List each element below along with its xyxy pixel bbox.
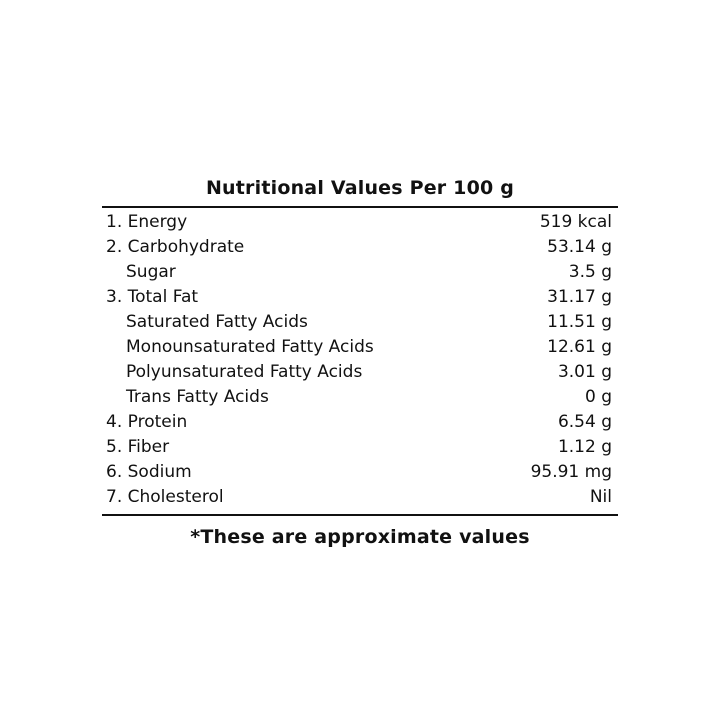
nutrient-value: 11.51 g <box>547 312 612 332</box>
nutrient-row-carbohydrate <box>102 235 618 260</box>
nutrient-name: Saturated Fatty Acids <box>126 312 308 332</box>
nutrient-row-sugar <box>102 260 618 285</box>
nutrient-name: 2. Carbohydrate <box>106 237 245 257</box>
bottom-divider <box>102 514 618 516</box>
nutrition-panel <box>102 170 618 548</box>
nutrient-value: 0 g <box>584 387 612 407</box>
nutrient-name: 1. Energy <box>106 212 188 232</box>
nutrient-name: Trans Fatty Acids <box>126 387 269 407</box>
nutrient-value: 12.61 g <box>547 337 612 357</box>
nutrient-row-saturated-fatty-acids <box>102 310 618 335</box>
nutrient-name: 7. Cholesterol <box>106 487 224 507</box>
nutrient-name: Polyunsaturated Fatty Acids <box>126 362 363 382</box>
nutrient-name: Monounsaturated Fatty Acids <box>126 337 374 357</box>
nutrient-value: 1.12 g <box>557 437 612 457</box>
nutrient-value: Nil <box>589 487 612 507</box>
nutrient-row-fiber <box>102 435 618 460</box>
nutrient-name: 3. Total Fat <box>106 287 199 307</box>
nutrient-row-total-fat <box>102 285 618 310</box>
nutrient-value: 3.01 g <box>557 362 612 382</box>
nutrient-value: 3.5 g <box>568 262 612 282</box>
nutrient-row-protein <box>102 410 618 435</box>
nutrient-row-sodium <box>102 460 618 485</box>
nutrient-row-cholesterol <box>102 485 618 510</box>
nutrient-value: 519 kcal <box>539 212 612 232</box>
nutrient-row-trans-fatty-acids <box>102 385 618 410</box>
nutrient-row-energy <box>102 210 618 235</box>
nutrient-value: 6.54 g <box>557 412 612 432</box>
nutrient-row-polyunsaturated-fatty-acids <box>102 360 618 385</box>
nutrient-name: Sugar <box>126 262 176 282</box>
footnote: *These are approximate values <box>190 526 530 548</box>
nutrient-value: 53.14 g <box>547 237 612 257</box>
nutrient-name: 5. Fiber <box>106 437 170 457</box>
nutrient-row-monounsaturated-fatty-acids <box>102 335 618 360</box>
nutrition-title: Nutritional Values Per 100 g <box>205 177 515 199</box>
nutrient-value: 31.17 g <box>547 287 612 307</box>
nutrition-table <box>102 210 618 510</box>
top-divider <box>102 206 618 208</box>
nutrient-name: 4. Protein <box>106 412 188 432</box>
nutrient-name: 6. Sodium <box>106 462 192 482</box>
nutrient-value: 95.91 mg <box>530 462 612 482</box>
